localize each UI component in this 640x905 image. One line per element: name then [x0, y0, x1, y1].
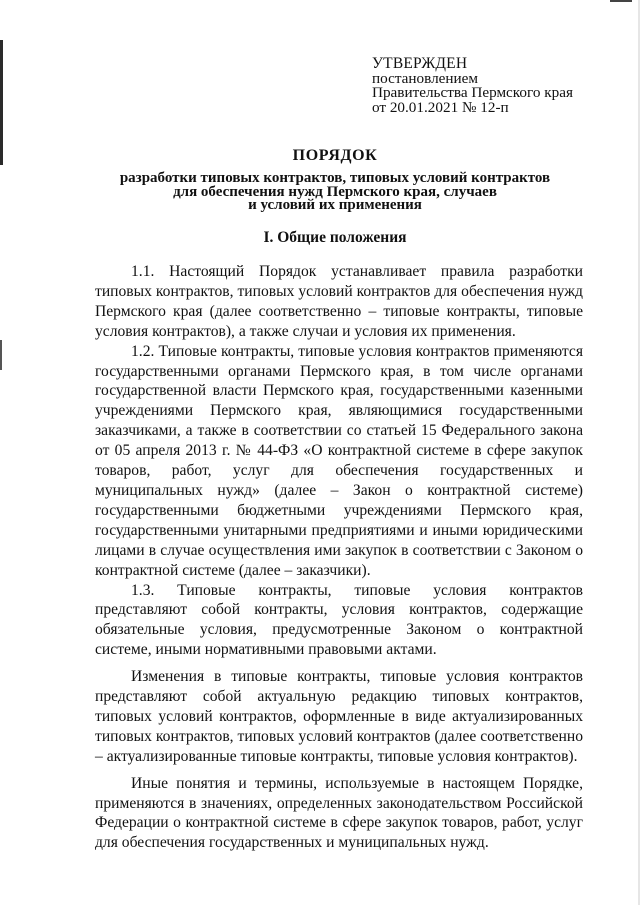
document-body: [95, 262, 583, 860]
paragraph: 1.3. Типовые контракты, типовые условия контрактов представляют собой контракты, условия контрактов, содержащие обязательные условия, предусмотренные Законом о контрактной системе, иными нормативными правовыми актами.: [95, 581, 583, 659]
scan-edge-mark: [0, 40, 3, 165]
paragraph: 1.1. Настоящий Порядок устанавливает правила разработки типовых контрактов, типовых условий контрактов для обеспечения нужд Пермского края (далее соответственно – типовые контракты, типовые условия контрактов), а также случаи и условия их применения.: [95, 263, 583, 340]
approval-date: от 20.01.2021 № 12-п: [372, 98, 509, 116]
title-subtitle-line: и условий их применения: [248, 197, 422, 213]
paragraph: 1.2. Типовые контракты, типовые условия контрактов применяются государственными органами Пермского края, в том числе органами государственной власти Пермского края, государственными казенными учреждениями Пермского края, являющимися государственными заказчиками, а также в соответствии со статьей 15 Федерального закона от 05 апреля 2013 г. № 44-ФЗ «О контрактной системе в сфере закупок товаров, работ, услуг для обеспечения государственных и муниципальных нужд» (далее – Закон о контрактной системе) государственными бюджетными учреждениями Пермского края, государственными унитарными предприятиями и иными юридическими лицами в случае осуществления ими закупок в соответствии с Законом о контрактной системе (далее – заказчики).: [95, 342, 583, 579]
approval-line: Правительства Пермского края: [372, 84, 573, 101]
scan-edge-mark: [610, 0, 632, 2]
paragraph: Иные понятия и термины, используемые в настоящем Порядке, применяются в значениях, определенных законодательством Российской Федерации о контрактной системе в сфере закупок товаров, работ, услуг для обеспечения государственных и муниципальных нужд.: [95, 774, 583, 852]
section-heading: I. Общие положения: [263, 229, 407, 246]
title-main: ПОРЯДОК: [292, 147, 378, 164]
scan-edge-mark: [0, 340, 2, 370]
title-subtitle: [95, 172, 575, 213]
paragraph: Изменения в типовые контракты, типовые условия контрактов представляют собой актуальную редакцию типовых контрактов, типовых условий контрактов, оформленные в виде актуализированных типовых контрактов, типовых условий контрактов (далее соответственно – актуализированные типовые контракты, типовые условия контрактов).: [95, 668, 583, 765]
approval-line: постановлением: [372, 69, 479, 87]
document-title: [95, 146, 575, 213]
approval-heading: УТВЕРЖДЕН: [372, 55, 468, 72]
title-subtitle-line: разработки типовых контрактов, типовых условий контрактов: [119, 170, 551, 186]
approval-stamp: [372, 57, 573, 115]
title-subtitle-line: для обеспечения нужд Пермского края, случаев: [173, 183, 497, 200]
